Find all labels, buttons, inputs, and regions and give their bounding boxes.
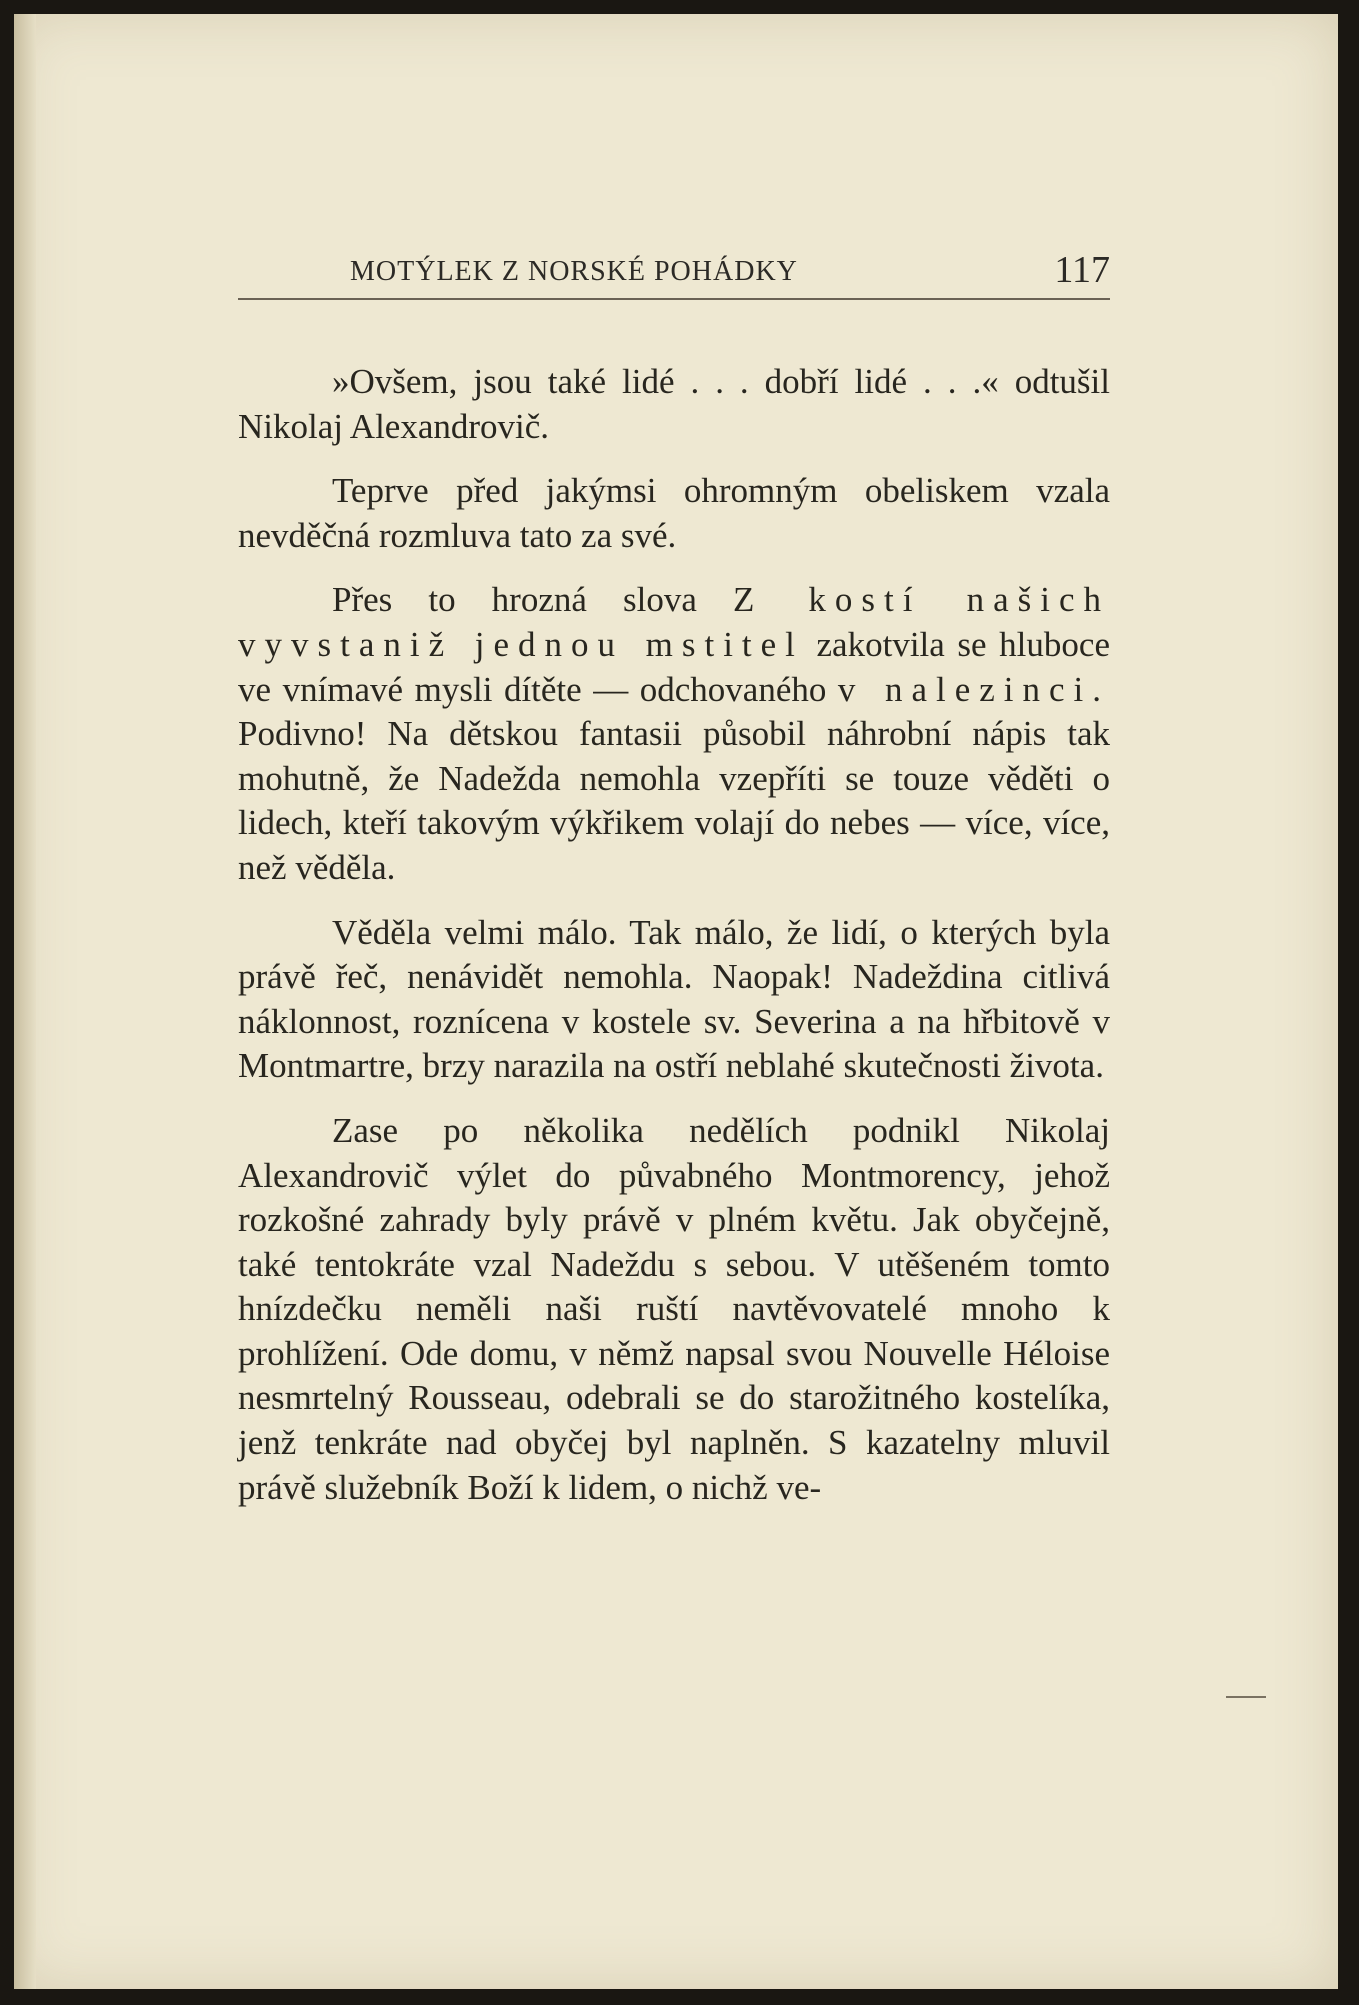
emphasized-inscription: Z kostí našich vyvstaniž jednou mstitel [238, 580, 1110, 664]
running-head [238, 240, 1110, 300]
paragraph [238, 469, 1110, 558]
text-run: Podivno! Na dětskou fantasii působil náhrobní nápis tak mohutně, že Nadežda nemohla vzepříti se touze věděti o lidech, kteří takovým výkřikem volají do nebes — více, více, než věděla. [238, 714, 1110, 887]
text-run: Teprve před jakýmsi ohromným obeliskem vzala nevděčná rozmluva tato za své. [238, 471, 1110, 555]
text-run: zakotvila se hluboce ve vnímavé mysli dítěte — odchovaného [238, 624, 1110, 709]
book-page [14, 14, 1338, 1989]
paragraph [238, 1109, 1110, 1510]
running-title: MOTÝLEK Z NORSKÉ POHÁDKY [350, 256, 798, 287]
page-number: 117 [1054, 249, 1110, 291]
page-gutter [14, 14, 36, 1989]
paragraph [238, 360, 1110, 449]
paragraph [238, 578, 1110, 890]
margin-mark [1226, 1696, 1266, 1698]
body-text [238, 360, 1110, 1530]
text-run: Věděla velmi málo. Tak málo, že lidí, o kterých byla právě řeč, nenávidět nemohla. Naopak! Nadeždina citlivá náklonnost, roznícena v kostele sv. Severina a na hřbitově v Montmartre, brzy narazila na ostří neblahé skutečnosti života. [238, 912, 1110, 1086]
text-run: »Ovšem, jsou také lidé . . . dobří lidé . . .« odtušil Nikolaj Alexandrovič. [238, 362, 1110, 446]
text-run: Zase po několika nedělích podnikl Nikolaj Alexandrovič výlet do půvabného Montmorency, jehož rozkošné zahrady byly právě v plném květu. Jak obyčejně, také tentokráte vzal Nadeždu s sebou. V utěšeném tomto hnízdečku neměli naši ruští navtěvovatelé mnoho k prohlížení. Ode domu, v němž napsal svou Nouvelle Héloise nesmrtelný Rousseau, odebrali se do starožitného kostelíka, jenž tenkráte nad obyčej byl naplněn. S kazatelny mluvil právě služebník Boží k lidem, o nichž ve- [238, 1110, 1110, 1507]
paragraph [238, 911, 1110, 1089]
emphasized-phrase: v nalezinci. [837, 669, 1111, 709]
text-run: Přes to hrozná slova [332, 580, 733, 620]
